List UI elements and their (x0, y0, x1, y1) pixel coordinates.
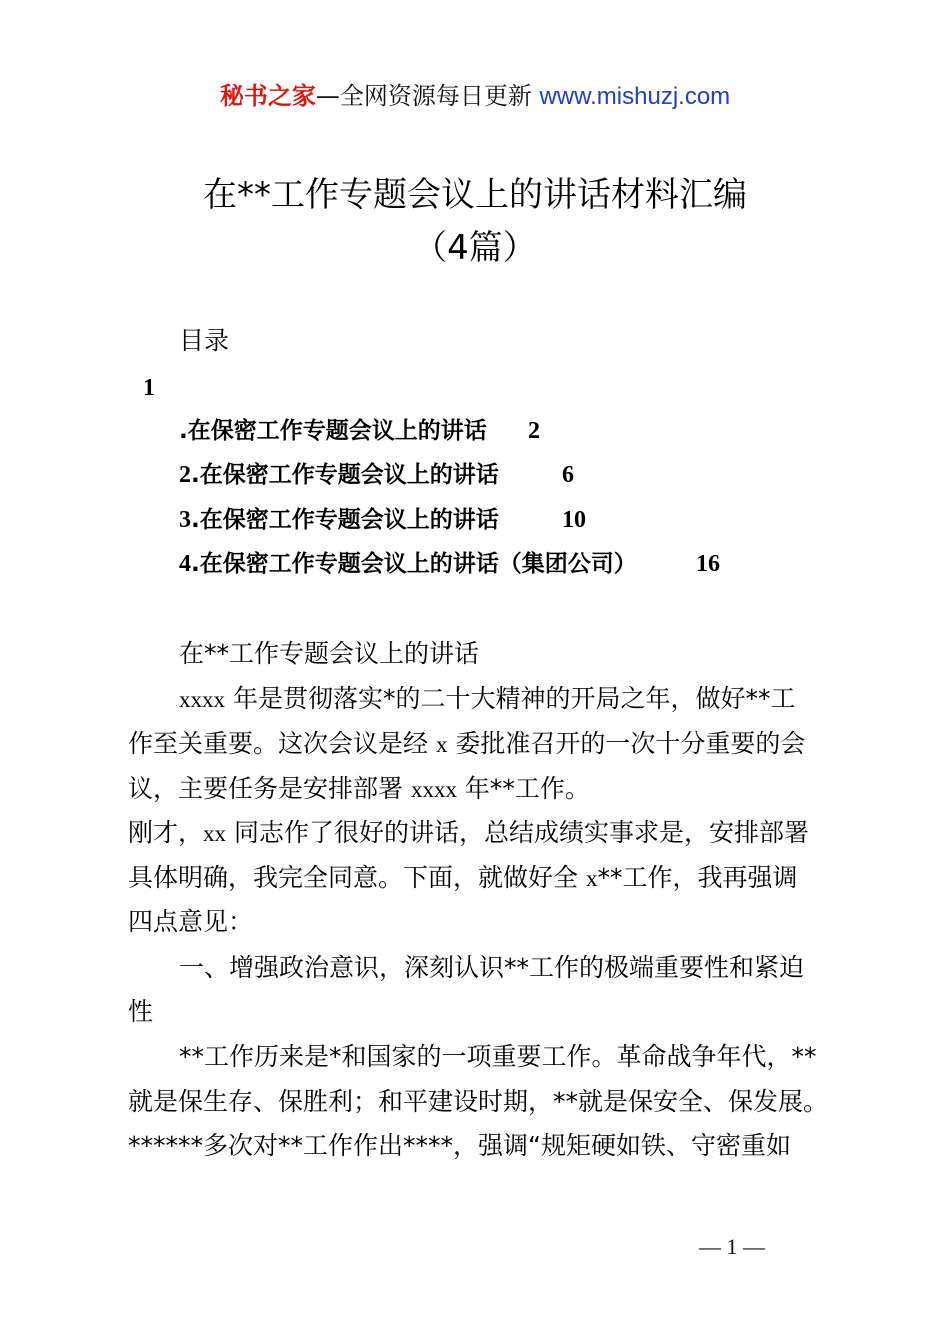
toc-item-text: .在保密工作专题会议上的讲话 (191, 507, 499, 533)
toc-item-number: 2 (179, 462, 191, 488)
toc-item-page: 6 (562, 462, 574, 488)
paragraph-line (128, 726, 805, 763)
inline-text: 年是贯彻落实*的二十大精神的开局之年，做好**工 (232, 684, 796, 713)
toc-item-number: 3 (179, 507, 191, 533)
inline-text: 刚才， (128, 818, 204, 847)
document-title-count: （4篇） (413, 228, 537, 268)
toc-item[interactable] (179, 548, 720, 580)
toc-heading: 目录 (179, 326, 230, 355)
paragraph-line: **工作历来是*和国家的一项重要工作。革命战争年代，** (179, 1042, 817, 1071)
inline-text: 议，主要任务是安排部署 (128, 774, 404, 803)
paragraph-line (128, 771, 590, 808)
paragraph-line (179, 681, 795, 718)
inline-text: 同志作了很好的讲话，总结成绩实事求是，安排部署 (233, 818, 809, 847)
paragraph-line: ******多次对**工作作出****，强调“规矩硬如铁、守密重如 (128, 1131, 791, 1160)
inline-text: 作至关重要。这次会议是经 (128, 729, 429, 758)
document-title: 在**工作专题会议上的讲话材料汇编 (203, 175, 747, 215)
paragraph-line: 就是保生存、保胜利；和平建设时期，**就是保安全、保发展。 (128, 1087, 829, 1116)
inline-text: 年**工作。 (464, 774, 590, 803)
inline-text: xx (203, 821, 227, 846)
paragraph-line (128, 860, 797, 897)
inline-text: 具体明确，我完全同意。下面，就做好全 (128, 863, 579, 892)
inline-text: x (435, 732, 448, 757)
toc-item[interactable] (179, 504, 586, 536)
toc-first-number: 1 (143, 375, 155, 401)
paragraph-line (128, 815, 809, 852)
inline-text: 委批准召开的一次十分重要的会 (455, 729, 806, 758)
section-heading: 一、增强政治意识，深刻认识**工作的极端重要性和紧迫 (179, 953, 805, 982)
site-url-link[interactable]: www.mishuzj.com (539, 83, 731, 110)
inline-text: x (585, 866, 598, 891)
toc-item-page: 10 (562, 507, 586, 533)
toc-item-text: .在保密工作专题会议上的讲话（集团公司） (191, 551, 637, 577)
toc-item-number: 4 (179, 551, 191, 577)
inline-text: xxxx (410, 777, 457, 802)
site-slogan: —全网资源每日更新 (315, 82, 532, 110)
inline-text: xxxx (179, 687, 225, 712)
toc-item-page: 2 (528, 418, 540, 444)
page-number: — 1 — (699, 1234, 765, 1259)
section-heading-cont: 性 (128, 997, 154, 1026)
toc-item-text: .在保密工作专题会议上的讲话 (191, 462, 499, 488)
toc-item-text: .在保密工作专题会议上的讲话 (179, 418, 487, 444)
toc-item[interactable] (179, 459, 574, 491)
inline-text: **工作，我再强调 (597, 863, 798, 892)
toc-item[interactable] (179, 415, 540, 447)
site-brand: 秘书之家 (219, 82, 316, 110)
toc-item-page: 16 (696, 551, 720, 577)
site-header (0, 80, 950, 113)
section-subtitle: 在**工作专题会议上的讲话 (179, 639, 480, 668)
paragraph-line: 四点意见： (128, 907, 254, 936)
